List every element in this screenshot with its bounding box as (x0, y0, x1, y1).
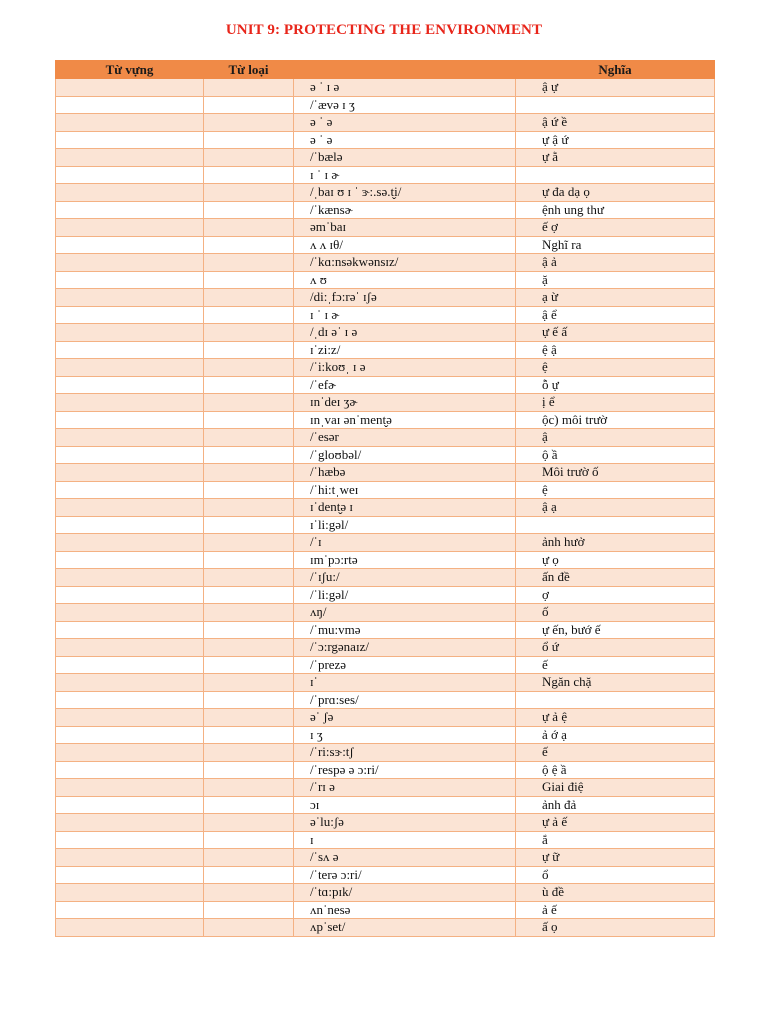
word-type-cell (204, 166, 294, 184)
header-meaning: Nghĩa (516, 61, 715, 79)
meaning-cell: ự ằ (516, 149, 715, 167)
pronunciation-cell: ə ˈ ə (294, 131, 516, 149)
word-cell (56, 919, 204, 937)
word-type-cell (204, 271, 294, 289)
pronunciation-cell: ɪˈzi:z/ (294, 341, 516, 359)
meaning-cell: Nghĩ ra (516, 236, 715, 254)
pronunciation-cell: /ˈri:sɝ:tʃ (294, 744, 516, 762)
word-type-cell (204, 796, 294, 814)
meaning-cell: ệ (516, 481, 715, 499)
word-type-cell (204, 569, 294, 587)
header-vocabulary: Từ vựng (56, 61, 204, 79)
table-row (56, 271, 715, 289)
word-type-cell (204, 96, 294, 114)
pronunciation-cell: ʌpˈset/ (294, 919, 516, 937)
pronunciation-cell: /ˈi:koʊˌ ɪ ə (294, 359, 516, 377)
meaning-cell: ổ (516, 866, 715, 884)
meaning-cell: ự ả ế (516, 814, 715, 832)
pronunciation-cell: ə ˈ ə (294, 114, 516, 132)
word-type-cell (204, 481, 294, 499)
word-type-cell (204, 499, 294, 517)
meaning-cell: ự ế ấ (516, 324, 715, 342)
word-type-cell (204, 744, 294, 762)
table-row (56, 254, 715, 272)
table-row (56, 551, 715, 569)
table-row (56, 849, 715, 867)
word-cell (56, 96, 204, 114)
table-row (56, 114, 715, 132)
word-cell (56, 534, 204, 552)
table-row (56, 814, 715, 832)
word-type-cell (204, 516, 294, 534)
meaning-cell: ù đề (516, 884, 715, 902)
pronunciation-cell: ɪnˌvaɪ ənˈment̬ə (294, 411, 516, 429)
table-row (56, 394, 715, 412)
word-cell (56, 621, 204, 639)
pronunciation-cell: ʌ ʊ (294, 271, 516, 289)
table-row (56, 866, 715, 884)
word-cell (56, 849, 204, 867)
word-cell (56, 586, 204, 604)
pronunciation-cell: ɔɪ (294, 796, 516, 814)
meaning-cell: ự ậ ứ (516, 131, 715, 149)
pronunciation-cell: əˈ ʃə (294, 709, 516, 727)
word-type-cell (204, 831, 294, 849)
table-row (56, 481, 715, 499)
word-cell (56, 184, 204, 202)
pronunciation-cell: /ˈkɑ:nsəkwənsɪz/ (294, 254, 516, 272)
meaning-cell: ấ ọ (516, 919, 715, 937)
pronunciation-cell: əˈlu:ʃə (294, 814, 516, 832)
meaning-cell: ậ ự (516, 79, 715, 97)
table-row (56, 219, 715, 237)
pronunciation-cell: ɪ ʒ (294, 726, 516, 744)
table-row (56, 289, 715, 307)
pronunciation-cell: /ˈævə ɪ ʒ (294, 96, 516, 114)
meaning-cell: ự ọ (516, 551, 715, 569)
word-cell (56, 604, 204, 622)
word-cell (56, 464, 204, 482)
pronunciation-cell: /ˈterə ɔ:ri/ (294, 866, 516, 884)
word-type-cell (204, 289, 294, 307)
word-cell (56, 551, 204, 569)
word-cell (56, 376, 204, 394)
word-cell (56, 79, 204, 97)
word-type-cell (204, 394, 294, 412)
word-type-cell (204, 131, 294, 149)
meaning-cell: ậ ứ ề (516, 114, 715, 132)
word-cell (56, 796, 204, 814)
table-body (56, 79, 715, 937)
word-type-cell (204, 919, 294, 937)
word-cell (56, 219, 204, 237)
word-cell (56, 569, 204, 587)
word-cell (56, 306, 204, 324)
word-cell (56, 814, 204, 832)
table-row (56, 586, 715, 604)
table-row (56, 621, 715, 639)
table-row (56, 359, 715, 377)
meaning-cell: ị ể (516, 394, 715, 412)
table-row (56, 831, 715, 849)
pronunciation-cell: ɪˈli:gəl/ (294, 516, 516, 534)
pronunciation-cell: /ˈprezə (294, 656, 516, 674)
meaning-cell: Giai điệ (516, 779, 715, 797)
table-row (56, 761, 715, 779)
table-row (56, 499, 715, 517)
word-cell (56, 149, 204, 167)
word-type-cell (204, 534, 294, 552)
table-row (56, 376, 715, 394)
meaning-cell: ảnh đả (516, 796, 715, 814)
word-cell (56, 341, 204, 359)
word-type-cell (204, 866, 294, 884)
meaning-cell: ạ ừ (516, 289, 715, 307)
word-cell (56, 236, 204, 254)
table-row (56, 901, 715, 919)
word-cell (56, 639, 204, 657)
word-cell (56, 254, 204, 272)
word-type-cell (204, 814, 294, 832)
word-type-cell (204, 446, 294, 464)
word-type-cell (204, 411, 294, 429)
meaning-cell: ệnh ung thư (516, 201, 715, 219)
word-cell (56, 324, 204, 342)
pronunciation-cell: ɪ (294, 831, 516, 849)
meaning-cell: ự ả ệ (516, 709, 715, 727)
word-type-cell (204, 359, 294, 377)
word-type-cell (204, 306, 294, 324)
word-cell (56, 289, 204, 307)
pronunciation-cell: ɪnˈdeɪ ʒɚ (294, 394, 516, 412)
meaning-cell: ả ớ ạ (516, 726, 715, 744)
word-cell (56, 359, 204, 377)
meaning-cell (516, 516, 715, 534)
table-row (56, 516, 715, 534)
word-cell (56, 831, 204, 849)
pronunciation-cell: /ˈrɪ ə (294, 779, 516, 797)
table-row (56, 184, 715, 202)
pronunciation-cell: ʌŋ/ (294, 604, 516, 622)
vocabulary-table (55, 60, 715, 937)
meaning-cell: ế ợ (516, 219, 715, 237)
meaning-cell: ậ ả (516, 254, 715, 272)
word-cell (56, 674, 204, 692)
table-row (56, 201, 715, 219)
word-type-cell (204, 184, 294, 202)
pronunciation-cell: /ˈsʌ ə (294, 849, 516, 867)
pronunciation-cell: ɪˈ (294, 674, 516, 692)
word-type-cell (204, 761, 294, 779)
table-row (56, 569, 715, 587)
table-row (56, 429, 715, 447)
pronunciation-cell: /ˈgloʊbəl/ (294, 446, 516, 464)
pronunciation-cell: /ˈkænsɚ (294, 201, 516, 219)
meaning-cell: ệ ậ (516, 341, 715, 359)
table-row (56, 131, 715, 149)
word-cell (56, 411, 204, 429)
pronunciation-cell: /ˈmu:vmə (294, 621, 516, 639)
word-cell (56, 744, 204, 762)
meaning-cell: ự ến, bướ ế (516, 621, 715, 639)
meaning-cell: ả ế (516, 901, 715, 919)
word-cell (56, 866, 204, 884)
table-row (56, 236, 715, 254)
word-type-cell (204, 324, 294, 342)
word-type-cell (204, 201, 294, 219)
table-row (56, 446, 715, 464)
pronunciation-cell: /ˈbælə (294, 149, 516, 167)
word-type-cell (204, 219, 294, 237)
pronunciation-cell: /ˌdɪ əˈ ɪ ə (294, 324, 516, 342)
table-row (56, 534, 715, 552)
pronunciation-cell: ɪˈdent̬ə ɪ (294, 499, 516, 517)
meaning-cell: ộ ầ (516, 446, 715, 464)
word-type-cell (204, 709, 294, 727)
word-cell (56, 481, 204, 499)
meaning-cell: ự đa dạ ọ (516, 184, 715, 202)
table-row (56, 306, 715, 324)
table-row (56, 149, 715, 167)
header-word-type: Từ loại (204, 61, 294, 79)
pronunciation-cell: /di:ˌfɔ:rəˈ ɪʃə (294, 289, 516, 307)
table-row (56, 709, 715, 727)
word-type-cell (204, 586, 294, 604)
table-row (56, 796, 715, 814)
pronunciation-cell: ɪ ˈ ɪ ɚ (294, 166, 516, 184)
pronunciation-cell: /ˈefɚ (294, 376, 516, 394)
meaning-cell: ự ữ (516, 849, 715, 867)
word-cell (56, 691, 204, 709)
word-cell (56, 429, 204, 447)
word-type-cell (204, 621, 294, 639)
meaning-cell (516, 166, 715, 184)
meaning-cell: ổ ứ (516, 639, 715, 657)
word-type-cell (204, 254, 294, 272)
word-type-cell (204, 604, 294, 622)
meaning-cell: ặ (516, 271, 715, 289)
word-cell (56, 709, 204, 727)
pronunciation-cell: /ˈɪʃu:/ (294, 569, 516, 587)
word-type-cell (204, 901, 294, 919)
word-cell (56, 166, 204, 184)
meaning-cell: ế (516, 744, 715, 762)
table-row (56, 691, 715, 709)
word-type-cell (204, 551, 294, 569)
pronunciation-cell: ə ˈ ɪ ə (294, 79, 516, 97)
table-row (56, 604, 715, 622)
meaning-cell: ệ (516, 359, 715, 377)
word-cell (56, 656, 204, 674)
word-type-cell (204, 674, 294, 692)
word-type-cell (204, 341, 294, 359)
word-cell (56, 884, 204, 902)
table-row (56, 744, 715, 762)
word-type-cell (204, 639, 294, 657)
meaning-cell: ấn đề (516, 569, 715, 587)
word-cell (56, 779, 204, 797)
word-type-cell (204, 236, 294, 254)
table-header-row (56, 61, 715, 79)
meaning-cell: ế (516, 656, 715, 674)
word-cell (56, 131, 204, 149)
table-row (56, 674, 715, 692)
pronunciation-cell: əmˈbaɪ (294, 219, 516, 237)
pronunciation-cell: /ˈprɑ:ses/ (294, 691, 516, 709)
pronunciation-cell: ɪmˈpɔ:rtə (294, 551, 516, 569)
meaning-cell: Ngăn chặ (516, 674, 715, 692)
header-pronunciation (294, 61, 516, 79)
table-row (56, 96, 715, 114)
word-cell (56, 446, 204, 464)
meaning-cell: ậ ể (516, 306, 715, 324)
word-cell (56, 761, 204, 779)
word-type-cell (204, 376, 294, 394)
table-row (56, 656, 715, 674)
meaning-cell: ậ ạ (516, 499, 715, 517)
pronunciation-cell: /ˈhi:tˌweɪ (294, 481, 516, 499)
table-row (56, 324, 715, 342)
table-row (56, 779, 715, 797)
word-cell (56, 201, 204, 219)
pronunciation-cell: /ˈtɑ:pɪk/ (294, 884, 516, 902)
pronunciation-cell: /ˈrespə ə ɔ:ri/ (294, 761, 516, 779)
word-cell (56, 516, 204, 534)
meaning-cell: ậ (516, 429, 715, 447)
word-type-cell (204, 429, 294, 447)
table-row (56, 639, 715, 657)
word-type-cell (204, 464, 294, 482)
word-type-cell (204, 691, 294, 709)
meaning-cell: ố (516, 604, 715, 622)
pronunciation-cell: /ˌbaɪ ʊ ɪ ˈ ɝ:.sə.t̬i/ (294, 184, 516, 202)
pronunciation-cell: /ˈli:gəl/ (294, 586, 516, 604)
word-cell (56, 114, 204, 132)
word-type-cell (204, 149, 294, 167)
meaning-cell: ộc) môi trườ (516, 411, 715, 429)
meaning-cell: ắ (516, 831, 715, 849)
pronunciation-cell: /ˈesər (294, 429, 516, 447)
pronunciation-cell: ʌnˈnesə (294, 901, 516, 919)
word-cell (56, 271, 204, 289)
pronunciation-cell: /ˈɪ (294, 534, 516, 552)
table-row (56, 79, 715, 97)
meaning-cell: ộ ệ ầ (516, 761, 715, 779)
table-row (56, 411, 715, 429)
word-type-cell (204, 779, 294, 797)
meaning-cell: Môi trườ ố (516, 464, 715, 482)
meaning-cell (516, 96, 715, 114)
pronunciation-cell: ɪ ˈ ɪ ɚ (294, 306, 516, 324)
word-type-cell (204, 884, 294, 902)
table-row (56, 919, 715, 937)
table-row (56, 464, 715, 482)
meaning-cell (516, 691, 715, 709)
word-cell (56, 499, 204, 517)
word-type-cell (204, 726, 294, 744)
table-row (56, 166, 715, 184)
meaning-cell: ảnh hưở (516, 534, 715, 552)
word-type-cell (204, 656, 294, 674)
meaning-cell: ỗ ự (516, 376, 715, 394)
word-cell (56, 726, 204, 744)
pronunciation-cell: /ˈhæbə (294, 464, 516, 482)
meaning-cell: ợ (516, 586, 715, 604)
word-cell (56, 901, 204, 919)
word-type-cell (204, 79, 294, 97)
pronunciation-cell: ʌ ʌ ɪθ/ (294, 236, 516, 254)
page-title: UNIT 9: PROTECTING THE ENVIRONMENT (225, 22, 543, 38)
word-type-cell (204, 114, 294, 132)
word-cell (56, 394, 204, 412)
table-row (56, 884, 715, 902)
table-row (56, 726, 715, 744)
table-row (56, 341, 715, 359)
pronunciation-cell: /ˈɔ:rgənaɪz/ (294, 639, 516, 657)
word-type-cell (204, 849, 294, 867)
